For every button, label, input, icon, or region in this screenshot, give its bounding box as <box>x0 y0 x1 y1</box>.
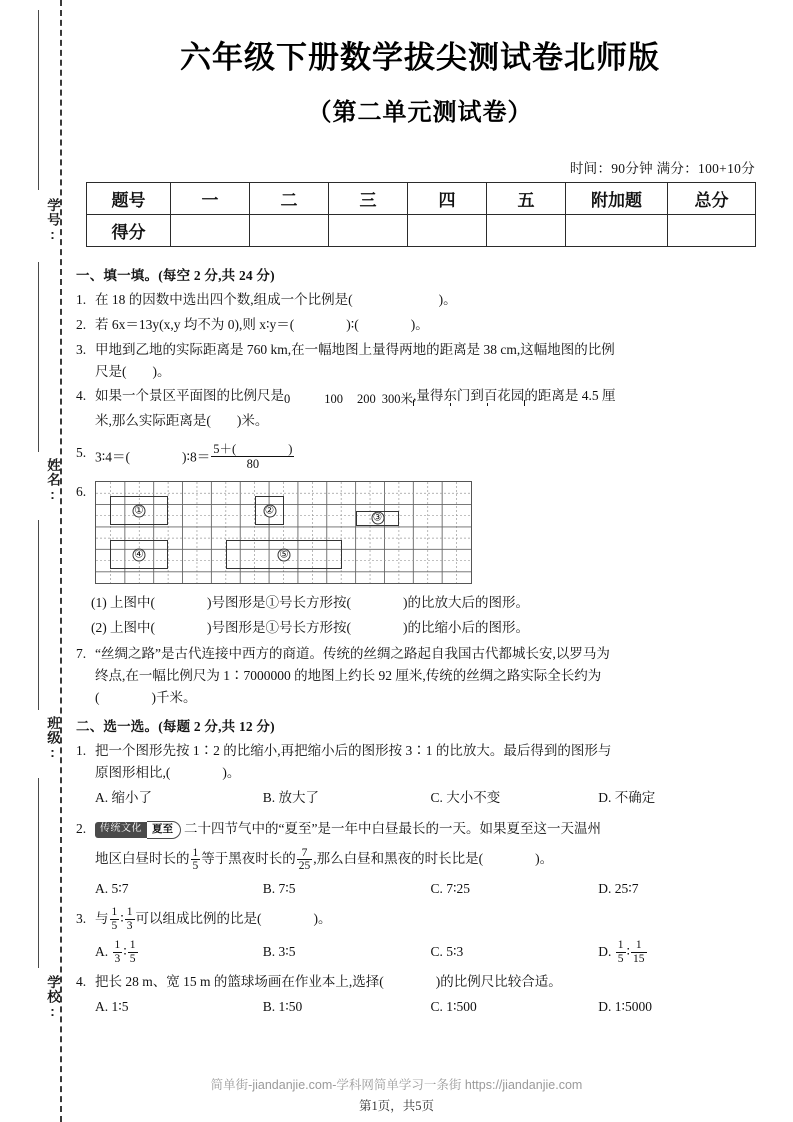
sub-question-number: (2) <box>91 620 107 636</box>
figure-label-3: ③ <box>372 512 383 524</box>
score-header-4: 四 <box>408 183 487 215</box>
score-cell-1[interactable] <box>171 215 250 247</box>
fraction <box>616 939 626 966</box>
figure-label-1: ① <box>134 505 144 517</box>
fraction-numerator-a: 5＋( <box>213 442 237 457</box>
option-d[interactable]: D. 不确定 <box>598 790 656 806</box>
figure-rect-4 <box>110 540 168 569</box>
option-c[interactable] <box>431 936 599 967</box>
ruler-tick-0: 0 <box>284 392 291 407</box>
fraction-denominator: 5 <box>192 860 199 873</box>
fraction-numerator: 1 <box>114 939 121 952</box>
fraction-denominator: 3 <box>126 919 133 932</box>
question-text-a: 与 <box>95 910 109 926</box>
figure-rect-1 <box>110 496 168 525</box>
question-text-line3b: )千米。 <box>151 689 197 705</box>
fraction-one-fifth <box>191 847 201 874</box>
score-table <box>86 182 756 247</box>
question-2-4 <box>76 971 766 993</box>
score-header-3: 三 <box>329 183 408 215</box>
question-text-line2c: ,那么白昼和黑夜的时长比是( <box>313 851 484 867</box>
question-2-3 <box>76 905 766 933</box>
option-c[interactable]: C. 大小不变 <box>430 790 501 806</box>
figure-label-2: ② <box>264 505 275 517</box>
question-1-3 <box>76 339 766 383</box>
fraction-numerator: 1 <box>192 846 199 859</box>
margin-label-student-id: 学号: <box>45 198 60 243</box>
question-2-3-options <box>95 936 766 967</box>
question-text-a: 上图中( <box>110 620 155 636</box>
scale-bar-figure <box>284 388 413 410</box>
margin-label-name: 姓名: <box>45 458 60 503</box>
question-2-1-options <box>95 787 766 810</box>
score-header-total: 总分 <box>668 183 756 215</box>
score-cell-5[interactable] <box>487 215 566 247</box>
figure-label-5: ⑤ <box>279 549 289 561</box>
fraction <box>128 939 138 966</box>
question-number: 3. <box>76 341 87 357</box>
section-two-heading: 二、选一选。(每题 2 分,共 12 分) <box>76 719 275 735</box>
fraction-numerator: 1 <box>126 905 133 918</box>
fraction-numerator: 1 <box>617 939 624 952</box>
fraction-numerator: 7 <box>301 846 308 859</box>
score-header-bonus: 附加题 <box>566 183 668 215</box>
option-prefix: B. <box>262 944 276 960</box>
margin-rule-4 <box>38 778 39 968</box>
fraction <box>113 939 123 966</box>
margin-rule-3 <box>38 520 39 710</box>
option-c[interactable]: C. 1∶500 <box>430 999 477 1015</box>
question-2-2-options <box>95 878 766 901</box>
question-1-6-sub-2 <box>76 617 766 639</box>
fraction-expression <box>211 442 294 471</box>
margin-label-class: 班级: <box>45 716 60 761</box>
question-text: 3∶4＝( <box>95 449 131 465</box>
question-text-line1: 甲地到乙地的实际距离是 760 km,在一幅地图上量得两地的距离是 38 cm,这幅地图的比例 <box>95 341 615 357</box>
fraction <box>631 939 647 966</box>
grid-figure <box>95 481 472 584</box>
option-a[interactable]: A. 缩小了 <box>95 790 152 806</box>
option-d[interactable]: D. 25∶7 <box>598 880 639 896</box>
margin-rule-2 <box>38 262 39 452</box>
question-text: 在 18 的因数中选出四个数,组成一个比例是( <box>95 292 353 307</box>
question-text-d: )。 <box>313 910 332 926</box>
fraction-denominator: 25 <box>298 860 311 873</box>
fraction-seven-25ths <box>297 847 313 874</box>
page-number: 第1页，共5页 <box>358 1099 434 1113</box>
question-1-4 <box>76 385 766 432</box>
option-b[interactable]: B. 放大了 <box>262 790 320 806</box>
site-watermark: 简单街-jiandanjie.com-学科网简单学习一条街 https://jiandanjie.com <box>210 1078 583 1092</box>
page-subtitle: （第二单元测试卷） <box>307 100 533 126</box>
question-2-1 <box>76 740 766 784</box>
question-text-tail: )。 <box>222 765 241 781</box>
question-2-4-options <box>95 996 766 1019</box>
question-1-6-sub-1 <box>76 592 766 614</box>
exam-content <box>76 262 766 1023</box>
fraction-numerator: 1 <box>635 939 642 952</box>
question-text-a: 把长 28 m、宽 15 m 的篮球场画在作业本上,选择( <box>95 974 384 990</box>
score-cell-total[interactable] <box>668 215 756 247</box>
question-number: 3. <box>76 910 87 926</box>
ruler-unit: 米 <box>400 392 414 407</box>
fraction-numerator: 1 <box>111 905 118 918</box>
question-number: 2. <box>76 316 87 332</box>
score-header-5: 五 <box>487 183 566 215</box>
culture-badge <box>95 821 181 839</box>
question-text-line2: 终点,在一幅比例尺为 1∶7000000 的地图上约长 92 厘米,传统的丝绸之路实际全长约为 <box>95 667 602 683</box>
option-b[interactable] <box>263 936 431 967</box>
option-b[interactable]: B. 7∶5 <box>262 880 296 896</box>
fraction-denominator: 15 <box>633 953 645 966</box>
question-number: 1. <box>76 292 87 307</box>
score-header-label: 题号 <box>87 183 171 215</box>
score-header-2: 二 <box>250 183 329 215</box>
exam-meta: 时间：90分钟 满分：100+10分 <box>569 161 755 176</box>
question-text-line2: 原图形相比,( <box>95 765 171 781</box>
option-prefix: D. <box>598 944 612 960</box>
ruler-tick-100: 100 <box>324 392 343 407</box>
question-text-tail: )。 <box>152 363 171 379</box>
question-text-line2: 尺是( <box>95 363 127 379</box>
fraction-denominator: 3 <box>114 953 121 966</box>
fraction-numerator-b: ) <box>288 442 293 457</box>
fraction-one-third <box>125 906 135 933</box>
question-text-c: 可以组成比例的比是( <box>135 910 262 926</box>
margin-dashed-line <box>60 0 62 1122</box>
question-text: 若 6x＝13y(x,y 均不为 0),则 x∶y＝( <box>95 316 295 332</box>
figure-label-4: ④ <box>134 549 144 561</box>
option-a[interactable]: A. 5∶7 <box>95 880 129 896</box>
question-text-line3a: ( <box>95 689 100 705</box>
table-row-headers <box>87 183 756 215</box>
figure-rect-2 <box>255 496 284 525</box>
figure-rect-5 <box>226 540 342 569</box>
fraction-one-fifth <box>110 906 120 933</box>
section-one-heading: 一、填一填。(每空 2 分,共 24 分) <box>76 268 275 283</box>
ruler-tick-300: 300 <box>381 392 401 407</box>
question-number: 2. <box>76 821 87 837</box>
fraction-denominator: 5 <box>617 953 624 966</box>
score-cell-bonus[interactable] <box>566 215 668 247</box>
ratio-colon: ∶ <box>626 944 631 960</box>
fraction-denominator: 5 <box>111 919 118 932</box>
figure-rect-3 <box>356 511 399 526</box>
question-text-line1b: ,量得东门到百花园的距离是 4.5 厘 <box>413 388 616 404</box>
question-2-2 <box>76 814 766 875</box>
culture-badge-label: 传统文化 <box>95 822 147 838</box>
margin-label-school: 学校: <box>45 975 60 1020</box>
question-text-b: )号图形是①号长方形按( <box>207 620 351 636</box>
question-number: 4. <box>76 388 87 404</box>
question-text-line1: 如果一个景区平面图的比例尺是 <box>95 388 284 404</box>
score-header-1: 一 <box>171 183 250 215</box>
ratio-colon: ∶ <box>120 910 124 926</box>
question-1-1 <box>76 289 766 311</box>
question-number: 1. <box>76 743 87 759</box>
question-text-tail: )米。 <box>236 413 269 429</box>
option-d[interactable]: D. 1∶5000 <box>598 999 653 1015</box>
option-d[interactable] <box>598 936 766 967</box>
option-value: 5∶3 <box>446 944 464 960</box>
fraction-numerator: 1 <box>129 939 136 952</box>
question-number: 5. <box>76 445 87 461</box>
question-text-mid: )∶8＝ <box>182 449 211 465</box>
culture-badge-term: 夏至 <box>147 821 181 839</box>
fraction-denominator: 80 <box>211 456 294 471</box>
ratio-colon: ∶ <box>123 944 127 960</box>
option-b[interactable]: B. 1∶50 <box>262 999 303 1015</box>
question-text-b: )的比例尺比较合适。 <box>435 974 562 990</box>
question-text-line2a: 地区白昼时长的 <box>95 851 190 867</box>
score-cell-4[interactable] <box>408 215 487 247</box>
score-cell-2[interactable] <box>250 215 329 247</box>
question-text-tail: )。 <box>410 316 429 332</box>
option-c[interactable]: C. 7∶25 <box>430 880 471 896</box>
ruler-tick-200: 200 <box>357 392 376 407</box>
question-text-line1: “丝绸之路”是古代连接中西方的商道。传统的丝绸之路起自我国古代都城长安,以罗马为 <box>95 645 610 661</box>
grid-figure-container <box>95 481 766 584</box>
option-a[interactable]: A. 1∶5 <box>95 999 129 1015</box>
question-1-2 <box>76 314 766 336</box>
page-title: 六年级下册数学拔尖测试卷北师版 <box>180 40 660 75</box>
option-a[interactable] <box>95 936 263 967</box>
question-text-c: )的比放大后的图形。 <box>403 595 529 611</box>
margin-rule-1 <box>38 10 39 190</box>
option-value: 3∶5 <box>278 944 296 960</box>
question-text-mid: )∶( <box>346 316 359 332</box>
question-text-line2d: )。 <box>535 851 554 867</box>
question-text-line2: 米,那么实际距离是( <box>95 413 211 429</box>
question-number: 7. <box>76 645 87 661</box>
score-row-label: 得分 <box>87 215 171 247</box>
question-text-b: )号图形是①号长方形按( <box>207 595 351 611</box>
question-text-line1: 二十四节气中的“夏至”是一年中白昼最长的一天。如果夏至这一天温州 <box>184 821 601 837</box>
question-text-c: )的比缩小后的图形。 <box>403 620 529 636</box>
score-cell-3[interactable] <box>329 215 408 247</box>
table-row-scores <box>87 215 756 247</box>
fraction-denominator: 5 <box>129 953 136 966</box>
option-prefix: C. <box>430 944 443 960</box>
question-number: 6. <box>76 484 87 500</box>
question-text-line2b: 等于黑夜时长的 <box>201 851 296 867</box>
question-text-tail: )。 <box>438 292 457 307</box>
question-number: 4. <box>76 974 87 990</box>
question-text-a: 上图中( <box>110 595 155 611</box>
sub-question-number: (1) <box>91 595 107 611</box>
question-1-5 <box>76 442 766 471</box>
option-prefix: A. <box>95 944 109 960</box>
question-text-line1: 把一个图形先按 1∶2 的比缩小,再把缩小后的图形按 3∶1 的比放大。最后得到的图形与 <box>95 743 612 759</box>
question-1-7 <box>76 643 766 709</box>
